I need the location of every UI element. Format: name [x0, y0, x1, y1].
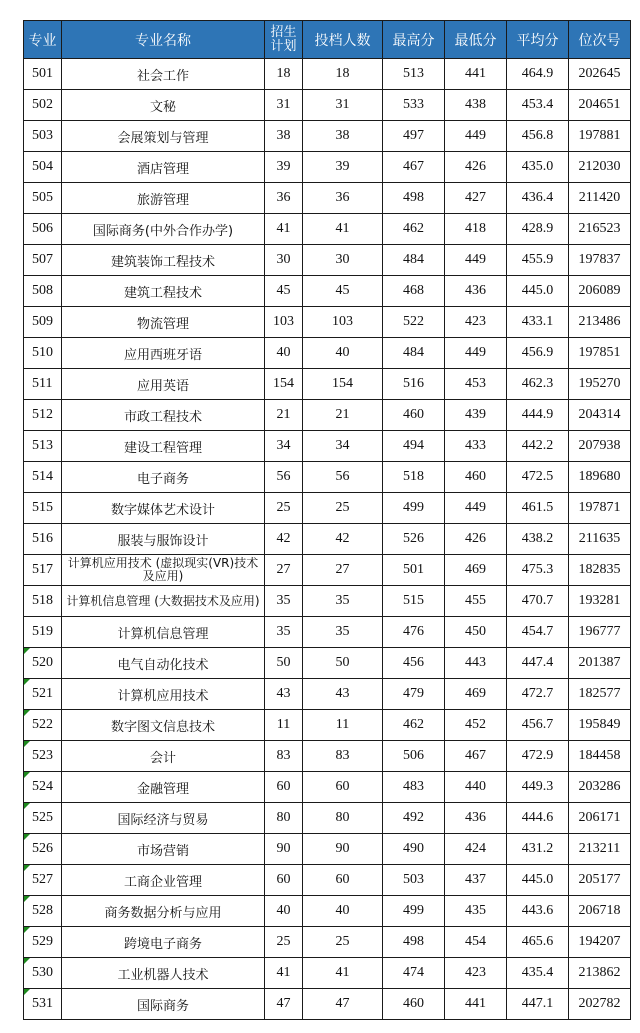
cell-max: 492 — [383, 803, 445, 834]
header-name: 专业名称 — [62, 21, 265, 59]
table-row — [24, 276, 631, 307]
cell-avg: 447.1 — [507, 989, 569, 1020]
cell-plan: 60 — [265, 772, 303, 803]
table-row — [24, 524, 631, 555]
cell-admitted: 36 — [303, 183, 383, 214]
cell-name: 国际商务 — [62, 989, 265, 1020]
cell-code: 528 — [24, 896, 62, 927]
cell-min: 440 — [445, 772, 507, 803]
cell-max: 462 — [383, 214, 445, 245]
cell-min: 423 — [445, 307, 507, 338]
cell-avg: 444.9 — [507, 400, 569, 431]
cell-rank: 193281 — [569, 586, 631, 617]
cell-name: 服装与服饰设计 — [62, 524, 265, 555]
cell-plan: 41 — [265, 214, 303, 245]
cell-name: 应用西班牙语 — [62, 338, 265, 369]
header-plan: 招生计划 — [265, 21, 303, 59]
header-admitted: 投档人数 — [303, 21, 383, 59]
cell-rank: 212030 — [569, 152, 631, 183]
cell-min: 453 — [445, 369, 507, 400]
table-row — [24, 989, 631, 1020]
table-row — [24, 462, 631, 493]
cell-min: 449 — [445, 245, 507, 276]
cell-plan: 40 — [265, 896, 303, 927]
cell-admitted: 50 — [303, 648, 383, 679]
cell-avg: 475.3 — [507, 555, 569, 586]
cell-max: 497 — [383, 121, 445, 152]
cell-rank: 205177 — [569, 865, 631, 896]
cell-admitted: 11 — [303, 710, 383, 741]
cell-max: 474 — [383, 958, 445, 989]
cell-min: 449 — [445, 493, 507, 524]
cell-avg: 472.5 — [507, 462, 569, 493]
cell-rank: 213486 — [569, 307, 631, 338]
cell-admitted: 41 — [303, 958, 383, 989]
cell-plan: 60 — [265, 865, 303, 896]
cell-min: 460 — [445, 462, 507, 493]
table-row — [24, 214, 631, 245]
cell-code: 518 — [24, 586, 62, 617]
cell-name: 市场营销 — [62, 834, 265, 865]
cell-code: 510 — [24, 338, 62, 369]
cell-min: 441 — [445, 59, 507, 90]
table-row — [24, 865, 631, 896]
cell-avg: 444.6 — [507, 803, 569, 834]
cell-min: 437 — [445, 865, 507, 896]
cell-admitted: 39 — [303, 152, 383, 183]
cell-plan: 43 — [265, 679, 303, 710]
table-row — [24, 586, 631, 617]
cell-plan: 41 — [265, 958, 303, 989]
cell-name: 会计 — [62, 741, 265, 772]
cell-max: 518 — [383, 462, 445, 493]
table-header-row — [24, 21, 631, 59]
cell-admitted: 40 — [303, 338, 383, 369]
cell-name: 旅游管理 — [62, 183, 265, 214]
cell-rank: 204651 — [569, 90, 631, 121]
cell-admitted: 25 — [303, 927, 383, 958]
cell-name: 建设工程管理 — [62, 431, 265, 462]
cell-max: 476 — [383, 617, 445, 648]
cell-min: 426 — [445, 152, 507, 183]
cell-admitted: 35 — [303, 586, 383, 617]
table-row — [24, 803, 631, 834]
cell-rank: 211635 — [569, 524, 631, 555]
cell-plan: 40 — [265, 338, 303, 369]
cell-max: 498 — [383, 927, 445, 958]
cell-code: 514 — [24, 462, 62, 493]
cell-avg: 436.4 — [507, 183, 569, 214]
cell-admitted: 41 — [303, 214, 383, 245]
cell-avg: 472.9 — [507, 741, 569, 772]
cell-avg: 431.2 — [507, 834, 569, 865]
cell-rank: 202645 — [569, 59, 631, 90]
cell-admitted: 38 — [303, 121, 383, 152]
cell-name: 酒店管理 — [62, 152, 265, 183]
cell-plan: 38 — [265, 121, 303, 152]
cell-rank: 204314 — [569, 400, 631, 431]
cell-avg: 472.7 — [507, 679, 569, 710]
cell-code: 501 — [24, 59, 62, 90]
cell-admitted: 45 — [303, 276, 383, 307]
cell-admitted: 34 — [303, 431, 383, 462]
table-row — [24, 927, 631, 958]
header-min: 最低分 — [445, 21, 507, 59]
cell-max: 522 — [383, 307, 445, 338]
table-row — [24, 338, 631, 369]
cell-max: 479 — [383, 679, 445, 710]
cell-plan: 35 — [265, 617, 303, 648]
cell-name: 工商企业管理 — [62, 865, 265, 896]
table-row — [24, 679, 631, 710]
cell-min: 424 — [445, 834, 507, 865]
table-row — [24, 400, 631, 431]
cell-plan: 21 — [265, 400, 303, 431]
cell-plan: 47 — [265, 989, 303, 1020]
cell-plan: 80 — [265, 803, 303, 834]
table-row — [24, 59, 631, 90]
cell-plan: 45 — [265, 276, 303, 307]
cell-name: 商务数据分析与应用 — [62, 896, 265, 927]
table-row — [24, 648, 631, 679]
table-row — [24, 741, 631, 772]
table-row — [24, 555, 631, 586]
cell-min: 467 — [445, 741, 507, 772]
cell-plan: 11 — [265, 710, 303, 741]
cell-plan: 83 — [265, 741, 303, 772]
table-row — [24, 152, 631, 183]
table-row — [24, 834, 631, 865]
cell-admitted: 27 — [303, 555, 383, 586]
cell-name: 建筑工程技术 — [62, 276, 265, 307]
cell-rank: 195849 — [569, 710, 631, 741]
cell-max: 498 — [383, 183, 445, 214]
cell-rank: 201387 — [569, 648, 631, 679]
cell-plan: 30 — [265, 245, 303, 276]
cell-plan: 103 — [265, 307, 303, 338]
cell-min: 449 — [445, 121, 507, 152]
cell-code: 527 — [24, 865, 62, 896]
cell-avg: 453.4 — [507, 90, 569, 121]
cell-min: 439 — [445, 400, 507, 431]
cell-rank: 197851 — [569, 338, 631, 369]
cell-admitted: 83 — [303, 741, 383, 772]
cell-rank: 207938 — [569, 431, 631, 462]
cell-avg: 438.2 — [507, 524, 569, 555]
cell-max: 467 — [383, 152, 445, 183]
cell-code: 508 — [24, 276, 62, 307]
cell-rank: 195270 — [569, 369, 631, 400]
cell-max: 490 — [383, 834, 445, 865]
cell-code: 504 — [24, 152, 62, 183]
cell-code: 521 — [24, 679, 62, 710]
cell-name: 物流管理 — [62, 307, 265, 338]
cell-name: 文秘 — [62, 90, 265, 121]
cell-avg: 447.4 — [507, 648, 569, 679]
cell-rank: 213211 — [569, 834, 631, 865]
cell-max: 484 — [383, 245, 445, 276]
header-avg: 平均分 — [507, 21, 569, 59]
cell-name: 国际商务(中外合作办学) — [62, 214, 265, 245]
cell-code: 505 — [24, 183, 62, 214]
cell-avg: 456.8 — [507, 121, 569, 152]
cell-admitted: 80 — [303, 803, 383, 834]
table-row — [24, 245, 631, 276]
cell-code: 506 — [24, 214, 62, 245]
table-row — [24, 617, 631, 648]
cell-admitted: 42 — [303, 524, 383, 555]
cell-code: 517 — [24, 555, 62, 586]
cell-rank: 206171 — [569, 803, 631, 834]
cell-max: 462 — [383, 710, 445, 741]
cell-avg: 445.0 — [507, 865, 569, 896]
cell-rank: 202782 — [569, 989, 631, 1020]
cell-rank: 206718 — [569, 896, 631, 927]
cell-min: 426 — [445, 524, 507, 555]
cell-avg: 465.6 — [507, 927, 569, 958]
cell-min: 469 — [445, 679, 507, 710]
cell-rank: 206089 — [569, 276, 631, 307]
cell-avg: 470.7 — [507, 586, 569, 617]
cell-avg: 449.3 — [507, 772, 569, 803]
cell-max: 484 — [383, 338, 445, 369]
cell-rank: 211420 — [569, 183, 631, 214]
cell-code: 519 — [24, 617, 62, 648]
cell-admitted: 25 — [303, 493, 383, 524]
cell-plan: 154 — [265, 369, 303, 400]
cell-min: 436 — [445, 276, 507, 307]
cell-plan: 27 — [265, 555, 303, 586]
cell-min: 423 — [445, 958, 507, 989]
cell-max: 503 — [383, 865, 445, 896]
cell-rank: 182835 — [569, 555, 631, 586]
cell-admitted: 90 — [303, 834, 383, 865]
cell-code: 530 — [24, 958, 62, 989]
cell-name: 计算机信息管理 (大数据技术及应用) — [62, 586, 265, 617]
header-rank: 位次号 — [569, 21, 631, 59]
cell-min: 443 — [445, 648, 507, 679]
cell-plan: 90 — [265, 834, 303, 865]
cell-name: 市政工程技术 — [62, 400, 265, 431]
cell-min: 454 — [445, 927, 507, 958]
cell-code: 513 — [24, 431, 62, 462]
cell-min: 449 — [445, 338, 507, 369]
table-row — [24, 493, 631, 524]
cell-admitted: 35 — [303, 617, 383, 648]
cell-avg: 456.9 — [507, 338, 569, 369]
cell-max: 515 — [383, 586, 445, 617]
cell-name: 电气自动化技术 — [62, 648, 265, 679]
cell-name: 数字媒体艺术设计 — [62, 493, 265, 524]
cell-code: 520 — [24, 648, 62, 679]
header-max: 最高分 — [383, 21, 445, 59]
table-row — [24, 431, 631, 462]
cell-avg: 435.0 — [507, 152, 569, 183]
cell-code: 522 — [24, 710, 62, 741]
cell-min: 441 — [445, 989, 507, 1020]
header-code: 专业 — [24, 21, 62, 59]
cell-plan: 34 — [265, 431, 303, 462]
cell-admitted: 47 — [303, 989, 383, 1020]
cell-admitted: 31 — [303, 90, 383, 121]
table-row — [24, 307, 631, 338]
cell-plan: 56 — [265, 462, 303, 493]
cell-max: 501 — [383, 555, 445, 586]
cell-min: 433 — [445, 431, 507, 462]
cell-avg: 455.9 — [507, 245, 569, 276]
cell-code: 509 — [24, 307, 62, 338]
cell-min: 452 — [445, 710, 507, 741]
cell-code: 529 — [24, 927, 62, 958]
cell-max: 516 — [383, 369, 445, 400]
cell-avg: 433.1 — [507, 307, 569, 338]
cell-name: 计算机应用技术 — [62, 679, 265, 710]
cell-code: 507 — [24, 245, 62, 276]
cell-code: 502 — [24, 90, 62, 121]
cell-avg: 454.7 — [507, 617, 569, 648]
cell-code: 515 — [24, 493, 62, 524]
cell-rank: 196777 — [569, 617, 631, 648]
cell-rank: 197881 — [569, 121, 631, 152]
cell-plan: 42 — [265, 524, 303, 555]
cell-code: 516 — [24, 524, 62, 555]
cell-max: 533 — [383, 90, 445, 121]
cell-avg: 462.3 — [507, 369, 569, 400]
cell-max: 499 — [383, 896, 445, 927]
cell-avg: 428.9 — [507, 214, 569, 245]
cell-avg: 442.2 — [507, 431, 569, 462]
cell-min: 469 — [445, 555, 507, 586]
cell-code: 524 — [24, 772, 62, 803]
cell-plan: 50 — [265, 648, 303, 679]
cell-min: 418 — [445, 214, 507, 245]
cell-name: 数字图文信息技术 — [62, 710, 265, 741]
cell-max: 526 — [383, 524, 445, 555]
cell-name: 国际经济与贸易 — [62, 803, 265, 834]
cell-admitted: 154 — [303, 369, 383, 400]
table-body — [24, 59, 631, 1020]
cell-max: 460 — [383, 400, 445, 431]
cell-plan: 35 — [265, 586, 303, 617]
cell-rank: 216523 — [569, 214, 631, 245]
cell-code: 503 — [24, 121, 62, 152]
cell-plan: 31 — [265, 90, 303, 121]
table-row — [24, 183, 631, 214]
cell-max: 483 — [383, 772, 445, 803]
cell-avg: 435.4 — [507, 958, 569, 989]
table-row — [24, 121, 631, 152]
cell-rank: 182577 — [569, 679, 631, 710]
cell-plan: 25 — [265, 493, 303, 524]
cell-code: 512 — [24, 400, 62, 431]
cell-admitted: 30 — [303, 245, 383, 276]
cell-code: 523 — [24, 741, 62, 772]
cell-max: 460 — [383, 989, 445, 1020]
cell-rank: 189680 — [569, 462, 631, 493]
cell-admitted: 60 — [303, 772, 383, 803]
table-row — [24, 896, 631, 927]
cell-admitted: 43 — [303, 679, 383, 710]
cell-name: 电子商务 — [62, 462, 265, 493]
cell-rank: 197871 — [569, 493, 631, 524]
cell-max: 499 — [383, 493, 445, 524]
cell-code: 531 — [24, 989, 62, 1020]
cell-code: 525 — [24, 803, 62, 834]
cell-rank: 213862 — [569, 958, 631, 989]
cell-min: 427 — [445, 183, 507, 214]
cell-plan: 36 — [265, 183, 303, 214]
cell-avg: 461.5 — [507, 493, 569, 524]
cell-admitted: 40 — [303, 896, 383, 927]
cell-admitted: 21 — [303, 400, 383, 431]
cell-admitted: 60 — [303, 865, 383, 896]
table-row — [24, 772, 631, 803]
cell-rank: 203286 — [569, 772, 631, 803]
cell-name: 计算机信息管理 — [62, 617, 265, 648]
cell-min: 450 — [445, 617, 507, 648]
cell-name: 计算机应用技术 (虚拟现实(VR)技术及应用) — [62, 555, 265, 586]
cell-code: 511 — [24, 369, 62, 400]
cell-min: 438 — [445, 90, 507, 121]
cell-name: 会展策划与管理 — [62, 121, 265, 152]
cell-rank: 197837 — [569, 245, 631, 276]
cell-plan: 25 — [265, 927, 303, 958]
cell-name: 工业机器人技术 — [62, 958, 265, 989]
cell-max: 456 — [383, 648, 445, 679]
cell-max: 506 — [383, 741, 445, 772]
table-row — [24, 958, 631, 989]
cell-name: 应用英语 — [62, 369, 265, 400]
cell-min: 435 — [445, 896, 507, 927]
cell-name: 金融管理 — [62, 772, 265, 803]
cell-min: 455 — [445, 586, 507, 617]
admission-scores-table — [23, 20, 631, 1020]
cell-avg: 456.7 — [507, 710, 569, 741]
cell-name: 建筑装饰工程技术 — [62, 245, 265, 276]
cell-plan: 39 — [265, 152, 303, 183]
table-row — [24, 90, 631, 121]
cell-name: 社会工作 — [62, 59, 265, 90]
cell-min: 436 — [445, 803, 507, 834]
cell-avg: 464.9 — [507, 59, 569, 90]
cell-avg: 445.0 — [507, 276, 569, 307]
cell-max: 494 — [383, 431, 445, 462]
cell-max: 468 — [383, 276, 445, 307]
cell-admitted: 56 — [303, 462, 383, 493]
cell-admitted: 103 — [303, 307, 383, 338]
cell-rank: 184458 — [569, 741, 631, 772]
cell-admitted: 18 — [303, 59, 383, 90]
cell-avg: 443.6 — [507, 896, 569, 927]
table-row — [24, 710, 631, 741]
cell-max: 513 — [383, 59, 445, 90]
cell-plan: 18 — [265, 59, 303, 90]
cell-code: 526 — [24, 834, 62, 865]
cell-name: 跨境电子商务 — [62, 927, 265, 958]
cell-rank: 194207 — [569, 927, 631, 958]
table-row — [24, 369, 631, 400]
